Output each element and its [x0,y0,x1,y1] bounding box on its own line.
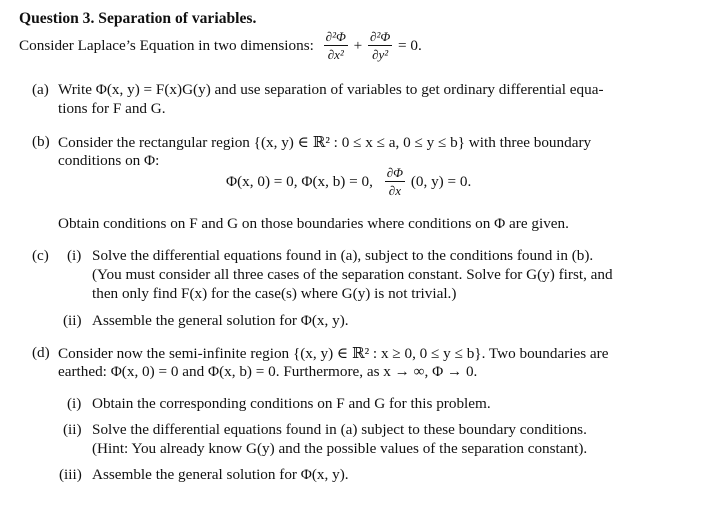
part-d-ii-label: (ii) [63,421,82,438]
part-a-line-2: tions for F and G. [58,100,166,117]
part-c-label: (c) [32,247,49,264]
part-c-i-line-1: Solve the differential equations found in (a), subject to the conditions found in (b). [92,247,594,264]
part-d-label: (d) [32,344,50,361]
fraction-numerator: ∂Φ [386,165,404,180]
part-b-line-1: Consider the rectangular region {(x, y) ∈ ℝ² : 0 ≤ x ≤ a, 0 ≤ y ≤ b} with three boundary [58,134,592,151]
boundary-conditions [226,166,471,198]
bc-dirichlet: Φ(x, 0) = 0, Φ(x, b) = 0, [226,173,373,190]
part-b-label: (b) [32,133,50,150]
part-c-i-line-2: (You must consider all three cases of the separation constant. Solve for G(y) first, and [92,266,613,283]
part-c-ii-label: (ii) [63,312,82,329]
question-title: Question 3. Separation of variables. [19,10,257,27]
bc-derivative-fraction [385,166,405,198]
part-a-label: (a) [32,81,49,98]
part-c-ii-line-1: Assemble the general solution for Φ(x, y). [92,312,349,329]
fraction-numerator: ∂²Φ [370,29,391,44]
intro-text: Consider Laplace’s Equation in two dimensions: [19,37,314,54]
part-d-ii-line-2: (Hint: You already know G(y) and the possible values of the separation constant). [92,440,588,457]
part-d-line-2: earthed: Φ(x, 0) = 0 and Φ(x, b) = 0. Furthermore, as x → ∞, Φ → 0. [58,363,478,380]
fraction-denominator: ∂y² [372,47,389,62]
part-c-i-line-3: then only find F(x) for the case(s) where G(y) is not trivial.) [92,285,457,302]
laplace-fraction-y [368,30,392,62]
part-d-iii-label: (iii) [59,466,82,483]
equation-rhs: = 0. [398,37,422,54]
part-d-i-line-1: Obtain the corresponding conditions on F and G for this problem. [92,395,491,412]
part-b-line-2: conditions on Φ: [58,152,160,169]
part-d-iii-line-1: Assemble the general solution for Φ(x, y). [92,466,349,483]
fraction-denominator: ∂x² [327,47,344,62]
bc-neumann: (0, y) = 0. [410,173,472,190]
laplace-intro [19,30,422,62]
part-d-i-label: (i) [67,395,82,412]
fraction-denominator: ∂x [388,183,401,198]
laplace-fraction-x [324,30,348,62]
plus-sign: + [353,37,363,54]
part-c-i-label: (i) [67,247,82,264]
part-a-line-1: Write Φ(x, y) = F(x)G(y) and use separation of variables to get ordinary differential equa- [58,81,604,98]
part-d-line-1: Consider now the semi-infinite region {(x, y) ∈ ℝ² : x ≥ 0, 0 ≤ y ≤ b}. Two boundaries are [58,345,609,362]
fraction-numerator: ∂²Φ [325,29,346,44]
part-d-ii-line-1: Solve the differential equations found in (a) subject to these boundary conditions. [92,421,587,438]
part-b-line-3: Obtain conditions on F and G on those boundaries where conditions on Φ are given. [58,215,569,232]
